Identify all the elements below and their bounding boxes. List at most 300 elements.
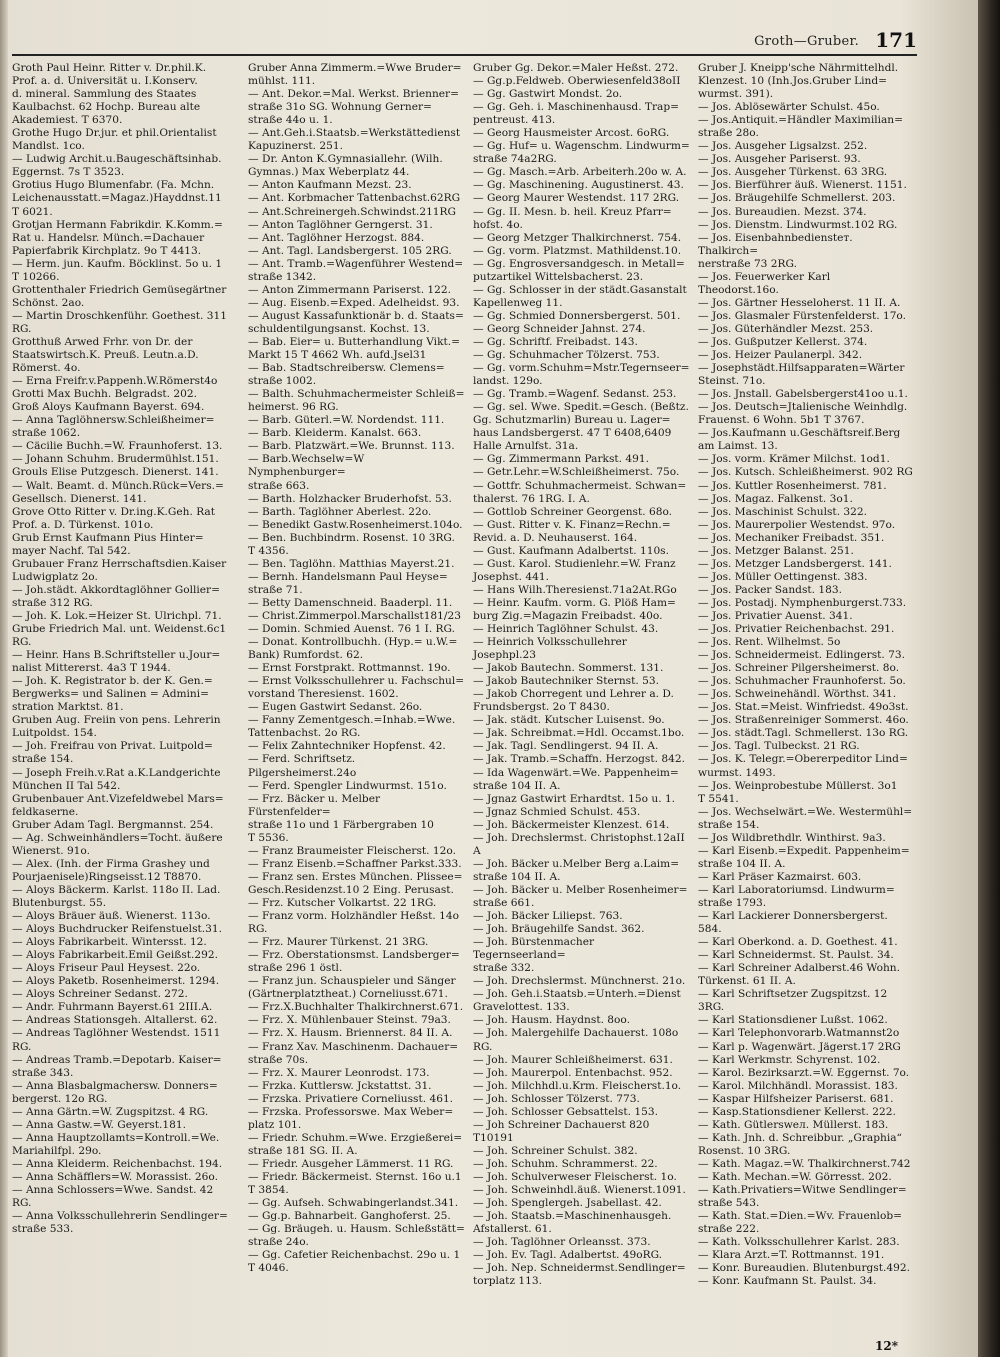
entry-line: Gruber Anna Zimmerm.=Wwe Bruder= bbox=[248, 62, 462, 74]
entry-line: — Jos.Kaufmann u.Geschäftsreif.Berg bbox=[698, 427, 901, 440]
entry-line: — Betty Damenschneid. Baaderpl. 11. bbox=[248, 596, 453, 609]
entry-line: — Josephstädt.Hilfsapparaten=Wärter bbox=[698, 362, 905, 375]
entry-line: mayer Nachf. Tal 542. bbox=[12, 544, 131, 557]
entry-line: — Jos. Heizer Paulanerpl. 342. bbox=[698, 349, 863, 362]
entry-line: — Franz jun. Schauspieler und Sänger bbox=[248, 975, 456, 988]
entry-line: — Georg Schneider Jahnst. 274. bbox=[473, 322, 646, 335]
entry-line: Mandlst. 1co. bbox=[12, 140, 85, 153]
entry-line: — Jos. Maurerpolier Westendst. 97o. bbox=[698, 518, 896, 531]
entry-line: — Ludwig Archit.u.Baugeschäftsinhab. bbox=[12, 153, 222, 166]
entry-line: — Getr.Lehr.=W.Schleißheimerst. 75o. bbox=[473, 466, 680, 479]
entry-line: — Jos. Ausgeher Türkenst. 63 3RG. bbox=[698, 166, 888, 179]
entry-line: — Barb. Platzwärt.=We. Brunnst. 113. bbox=[248, 440, 455, 453]
entry-line: — Jos. Privatier Reichenbachst. 291. bbox=[698, 623, 895, 636]
entry-line: Kapellenweg 11. bbox=[473, 296, 563, 309]
entry-line: — Karl Oberkond. a. D. Goethest. 41. bbox=[698, 936, 898, 949]
entry-line: — Jos. K. Telegr.=Obererpeditor Lind= bbox=[698, 753, 908, 766]
entry-line: RG. bbox=[12, 322, 32, 335]
entry-line: — Joh. Freifrau von Privat. Luitpold= bbox=[12, 740, 213, 753]
entry-line: platz 101. bbox=[248, 1118, 302, 1131]
entry-line: — Gg. Schriftf. Freibadst. 143. bbox=[473, 335, 638, 348]
entry-line: — Anton Taglöhner Gerngerst. 31. bbox=[248, 218, 433, 231]
entry-line: — Jak. städt. Kutscher Luisenst. 9o. bbox=[473, 714, 665, 727]
entry-line: — Gg. Engrosversandgesch. in Metall= bbox=[473, 257, 685, 270]
entry-line: RG. bbox=[12, 636, 32, 649]
entry-line: T 4356. bbox=[248, 544, 289, 557]
entry-line: — Joh. Schreiner Schulst. 382. bbox=[473, 1144, 638, 1157]
entry-line: — Jos. Ausgeher Pariserst. 93. bbox=[698, 153, 861, 166]
entry-line: — Barth. Taglöhner Aberlest. 22o. bbox=[248, 505, 432, 518]
entry-line: — Frz.X.Buchhalter Thalkirchnerst.671. bbox=[248, 1001, 464, 1014]
entry-line: — Jos. Eisenbahnbediensteт. Thalkirch= bbox=[698, 231, 853, 257]
entry-line: Gravelottest. 133. bbox=[473, 1001, 570, 1014]
entry-line: Römerst. 4o. bbox=[12, 362, 81, 375]
entry-line: — Jos. Kutsch. Schleißheimerst. 902 RG bbox=[698, 466, 913, 479]
entry-line: — Frz. X. Mühlenbauer Steinst. 79a3. bbox=[248, 1014, 451, 1027]
entry-line: straße 31o SG. Wohnung Gerner= bbox=[248, 101, 432, 114]
entry-line: straße 104 II. A. bbox=[473, 779, 561, 792]
running-head: Groth—Gruber. bbox=[754, 34, 859, 49]
entry-line: München II Tal 542. bbox=[12, 779, 121, 792]
entry-line: straße 71. bbox=[248, 583, 303, 596]
entry-line: — Jos. Weinprobestube Müllerst. 3o1 bbox=[698, 779, 898, 792]
entry-line: Grube Friedrich Mal. unt. Weidenst.6c1 bbox=[12, 623, 227, 636]
entry-line: — Aug. Eisenb.=Exped. Adelheidst. 93. bbox=[248, 296, 460, 309]
entry-line: — Joh. Schlosser Gebsattelst. 153. bbox=[473, 1105, 658, 1118]
entry-line: — Karl Schriftsetzer Zugspitzst. 12 3RG. bbox=[698, 988, 888, 1014]
entry-line: — Jos. Ablösewärter Schulst. 45o. bbox=[698, 101, 880, 114]
entry-line: — Gust. Karol. Studienlehr.=W. Franz bbox=[473, 557, 676, 570]
entry-line: — Ant. Taglöhner Herzogst. 884. bbox=[248, 231, 425, 244]
entry-line: — Frz. Kutscher Volkartst. 22 1RG. bbox=[248, 897, 437, 909]
entry-line: — Jos. Dienstm. Lindwurmst.102 RG. bbox=[698, 218, 898, 231]
entry-line: — Karl Telephonvorarb.Watmannst2o bbox=[698, 1027, 900, 1040]
entry-line: Markt 15 T 4662 Wh. aufd.Jsel31 bbox=[248, 349, 427, 362]
entry-line: — Joh. Schweinhdl.äuß. Wienerst.1091. bbox=[473, 1184, 686, 1197]
entry-line: — Barb. Kleiderm. Kanalst. 663. bbox=[248, 427, 422, 440]
entry-line: — Jak. Tagl. Sendlingerst. 94 II. A. bbox=[473, 740, 659, 753]
entry-line: — Frzska. Professorswe. Max Weber= bbox=[248, 1105, 454, 1118]
entry-line: — Joh. Bäckermeister Klenzest. 614. bbox=[473, 818, 670, 831]
entry-line: straße 296 1 östl. bbox=[248, 962, 343, 975]
entry-line: — Jos. Kuttler Rosenheimerst. 781. bbox=[698, 479, 887, 492]
entry-line: Papierfabrik Kirchplatz. 9o T 4413. bbox=[12, 244, 202, 257]
entry-line: — Kath. Gütlersweл. Müllerst. 183. bbox=[698, 1118, 889, 1131]
entry-line: — Jos. Gärtner Hesseloherst. 11 II. A. bbox=[698, 296, 901, 309]
entry-line: straße 154. bbox=[698, 818, 760, 831]
entry-line: Groth Paul Heinr. Ritter v. Dr.phil.K. bbox=[12, 62, 207, 74]
entry-line: straße 28o. bbox=[698, 127, 759, 140]
entry-line: — Christ.Zimmerpol.Marschallst181/23 bbox=[248, 609, 461, 622]
entry-line: — Aloys Bräuer äuß. Wienerst. 113o. bbox=[12, 910, 211, 923]
entry-line: T 5541. bbox=[698, 792, 739, 805]
entry-line: — Anna Kleiderm. Reichenbachst. 194. bbox=[12, 1157, 223, 1170]
entry-line: RG. bbox=[473, 1040, 493, 1053]
entry-line: — Anton Zimmermann Pariserst. 122. bbox=[248, 283, 452, 296]
entry-line: — Gg. Schuhmacher Tölzerst. 753. bbox=[473, 349, 660, 362]
entry-line: — Jos. Metzger Balanst. 251. bbox=[698, 544, 854, 557]
entry-line: Afstallerst. 61. bbox=[473, 1223, 552, 1236]
entry-line: pentreust. 413. bbox=[473, 114, 556, 127]
entry-line: — Karl Werkmstr. Schyrenst. 102. bbox=[698, 1053, 881, 1066]
entry-line: — Jakob Bautechniker Sternst. 53. bbox=[473, 675, 659, 688]
book-gutter bbox=[978, 0, 1000, 1357]
entry-line: — Jos. Schneidermeist. Edlingerst. 73. bbox=[698, 649, 906, 662]
signature-mark: 12* bbox=[875, 1339, 898, 1353]
entry-line: — Gg. Zimmermann Parkst. 491. bbox=[473, 453, 649, 466]
entry-line: — Jos. Maschinist Schulst. 322. bbox=[698, 505, 868, 518]
entry-line: straße 343. bbox=[12, 1066, 74, 1079]
entry-line: — Andreas Stationsgeh. Altallerst. 62. bbox=[12, 1014, 218, 1027]
entry-line: — Karol. Bezirksarzt.=W. Eggernst. 7o. bbox=[698, 1066, 910, 1079]
entry-line: — Gg. vorm. Platzmst. Mathildenst.10. bbox=[473, 244, 682, 257]
entry-line: bergerst. 12o RG. bbox=[12, 1092, 108, 1105]
entry-line: — Ant. Dekor.=Mal. Werkst. Brienner= bbox=[248, 88, 459, 101]
entry-line: Prof. a. D. Türkenst. 101o. bbox=[12, 518, 154, 531]
entry-line: Tattenbachst. 2o RG. bbox=[248, 727, 361, 740]
entry-line: — Frz. Bäcker u. Melber Fürstenfelder= bbox=[248, 792, 381, 818]
entry-line: — Karl Schreiner Adalberst.46 Wohn. bbox=[698, 962, 900, 975]
entry-line: — Jos. Rent. Wilhelmst. 5o bbox=[698, 636, 841, 649]
entry-line: wurmst. 391). bbox=[698, 88, 774, 101]
entry-line: — Anna Schäfflers=W. Morassist. 26o. bbox=[12, 1170, 218, 1183]
entry-line: — Gottlob Schreiner Georgenst. 68o. bbox=[473, 505, 673, 518]
entry-line: — Karl p. Wagenwärt. Jägerst.17 2RG bbox=[698, 1040, 901, 1053]
entry-line: — Eugen Gastwirt Sedanst. 26o. bbox=[248, 701, 423, 714]
entry-line: Schönst. 2ao. bbox=[12, 296, 85, 309]
entry-line: straße 1342. bbox=[248, 270, 317, 283]
entry-line: — Bernh. Handelsmann Paul Heyse= bbox=[248, 570, 448, 583]
entry-line: — Johann Schuhm. Brudermühlst.151. bbox=[12, 453, 219, 466]
entry-line: torplatz 113. bbox=[473, 1275, 542, 1288]
entry-line: Gruber J. Kneipp'sche Nährmittelhdl. bbox=[698, 62, 899, 74]
entry-line: — Franz vorm. Holzhändler Heßst. 14o bbox=[248, 910, 459, 923]
entry-line: — Jos. Gußputzer Kellerst. 374. bbox=[698, 335, 868, 348]
entry-line: — Jos. Straßenreiniger Sommerst. 46o. bbox=[698, 714, 909, 727]
entry-line: landst. 129o. bbox=[473, 375, 543, 388]
entry-line: Gesch.Residenzst.10 2 Eing. Perusast. bbox=[248, 883, 454, 896]
column-2 bbox=[248, 62, 465, 1275]
entry-line: T 4046. bbox=[248, 1262, 289, 1275]
entry-line: — Gg. Gastwirt Mondst. 2o. bbox=[473, 88, 623, 101]
entry-line: — Jos. Bierführer äuß. Wienerst. 1151. bbox=[698, 179, 907, 192]
entry-line: Eggernst. 7s T 3523. bbox=[12, 166, 125, 179]
entry-line: T 3854. bbox=[248, 1184, 289, 1197]
entry-line: — Frz. Oberstationsmst. Landsberger= bbox=[248, 949, 460, 962]
entry-line: — Aloys Schreiner Sedanst. 272. bbox=[12, 988, 188, 1001]
entry-line: Wienerst. 91o. bbox=[12, 844, 90, 857]
entry-line: Grove Otto Ritter v. Dr.ing.K.Geh. Rat bbox=[12, 505, 215, 518]
entry-line: — Ant. Tramb.=Wagenführer Westend= bbox=[248, 257, 464, 270]
entry-line: — Anton Kaufmann Mezst. 23. bbox=[248, 179, 412, 192]
entry-line: stration Marktst. 81. bbox=[12, 701, 124, 714]
entry-line: — Joh. Milchhdl.u.Krm. Fleischerst.1o. bbox=[473, 1079, 682, 1092]
entry-line: — Joh. Bäcker u.Melber Berg a.Laim= bbox=[473, 857, 680, 870]
entry-line: — Jos. städt.Tagl. Schmellerst. 13o RG. bbox=[698, 727, 909, 740]
entry-line: Grub Ernst Kaufmann Pius Hinter= bbox=[12, 531, 204, 544]
entry-line: — Ernst Forstprakt. Rottmannst. 19o. bbox=[248, 662, 451, 675]
entry-line: — Joh Schreiner Dachauerst 820 T10191 bbox=[473, 1118, 650, 1144]
entry-line: — Gg.p. Bahnarbeit. Ganghoferst. 25. bbox=[248, 1210, 451, 1223]
entry-line: Josephst. 441. bbox=[473, 570, 549, 583]
entry-line: — Jak. Schreibmat.=Hdl. Occamst.1bo. bbox=[473, 727, 685, 740]
entry-line: — Ag. Schweinhändlers=Tocht. äußere bbox=[12, 831, 223, 844]
entry-line: — Ferd. Spengler Lindwurmst. 151o. bbox=[248, 779, 447, 792]
entry-line: — Gg. Schmied Donnersbergerst. 501. bbox=[473, 309, 681, 322]
entry-line: — Heinr. Kaufm. vorm. G. Plöß Ham= bbox=[473, 596, 676, 609]
entry-line: — Ant.Schreinergeh.Schwindst.211RG bbox=[248, 205, 456, 218]
entry-line: — Andreas Taglöhner Westendst. 1511 bbox=[12, 1027, 221, 1040]
entry-line: — Joh. Bräugehilfe Sandst. 362. bbox=[473, 923, 645, 936]
entry-line: heimerst. 96 RG. bbox=[248, 401, 339, 414]
entry-line: — Gottfr. Schuhmachermeist. Schwan= bbox=[473, 479, 687, 492]
entry-line: — Georg Metzger Thalkirchnerst. 754. bbox=[473, 231, 682, 244]
entry-line: — Jos. Güterhändler Mezst. 253. bbox=[698, 322, 874, 335]
entry-line: — Jos. Stat.=Meist. Winfriedst. 49o3st. bbox=[698, 701, 909, 714]
entry-line: — Andreas Tramb.=Depotarb. Kaiser= bbox=[12, 1053, 222, 1066]
entry-line: — Heinrich Volksschullehrer Josephpl.23 bbox=[473, 636, 627, 662]
entry-line: straße 1793. bbox=[698, 897, 767, 909]
entry-line: — Alex. (Inh. der Firma Grashey und bbox=[12, 857, 210, 870]
entry-line: — Gg. Bräugeh. u. Hausm. Schleßstätt= bbox=[248, 1223, 465, 1236]
entry-line: — Karl Schneidermst. St. Paulst. 34. bbox=[698, 949, 894, 962]
entry-line: Grotthuß Arwed Frhr. von Dr. der bbox=[12, 335, 193, 348]
entry-line: — Jos. Deutsch=Jtalienische Weinhdlg. bbox=[698, 401, 908, 414]
entry-line: Türkenst. 61 II. A. bbox=[698, 975, 796, 988]
entry-line: — Jos. Tagl. Tulbeckst. 21 RG. bbox=[698, 740, 860, 753]
entry-line: — Anna Volksschullehrerin Sendlinger= bbox=[12, 1210, 228, 1223]
entry-line: — Joh. Schlosser Tölzerst. 773. bbox=[473, 1092, 640, 1105]
entry-line: — Ida Wagenwärt.=We. Pappenheim= bbox=[473, 766, 679, 779]
entry-line: — Karl Lackierer Donnersbergerst. 584. bbox=[698, 910, 888, 936]
entry-line: — Joh. Spenglergeh. Jsabellast. 42. bbox=[473, 1197, 662, 1210]
entry-line: — Joh. Drechslermst. Münchnerst. 21o. bbox=[473, 975, 686, 988]
entry-line: — Gg. Maschinening. Augustinerst. 43. bbox=[473, 179, 684, 192]
entry-line: — Franz Xav. Maschinenm. Dachauer= bbox=[248, 1040, 459, 1053]
entry-line: — Jos. Schuhmacher Fraunhoferst. 5o. bbox=[698, 675, 906, 688]
entry-line: — Hans Wilh.Theresienst.71a2At.RGo bbox=[473, 583, 677, 596]
entry-line: — Friedr. Schuhm.=Wwe. Erzgießerei= bbox=[248, 1131, 463, 1144]
entry-line: — Jgnaz Schmied Schulst. 453. bbox=[473, 805, 641, 818]
entry-line: — Jos. Bureaudien. Mezst. 374. bbox=[698, 205, 867, 218]
entry-line: nalist Mittererst. 4a3 T 1944. bbox=[12, 662, 171, 675]
entry-line: Grouls Elise Putzgesch. Dienerst. 141. bbox=[12, 466, 219, 479]
entry-line: — Jos. Metzger Landsbergerst. 141. bbox=[698, 557, 892, 570]
entry-line: — Klara Arzt.=T. Rottmannst. 191. bbox=[698, 1249, 885, 1262]
entry-line: — Kath. Mechan.=W. Görresst. 202. bbox=[698, 1170, 892, 1183]
entry-line: — Frz. Maurer Türkenst. 21 3RG. bbox=[248, 936, 429, 949]
entry-line: — Aloys Buchdrucker Reifenstuelst.31. bbox=[12, 923, 222, 936]
entry-line: — Jos. Mechaniker Freibadst. 351. bbox=[698, 531, 885, 544]
entry-line: burg Zig.=Magazin Freibadst. 40o. bbox=[473, 609, 663, 622]
entry-line: — Ant.Geh.i.Staatsb.=Werkstättedienst bbox=[248, 127, 461, 140]
entry-line: thalerst. 76 1RG. I. A. bbox=[473, 492, 590, 505]
entry-line: — Joh. Nep. Schneidermst.Sendlinger= bbox=[473, 1262, 686, 1275]
entry-line: straße 533. bbox=[12, 1223, 74, 1236]
entry-line: — Jos. Müller Oettingenst. 383. bbox=[698, 570, 868, 583]
entry-line: — August Kassafunktionär b. d. Staats= bbox=[248, 309, 464, 322]
entry-line: — Joh. Hausm. Haydnst. 8oo. bbox=[473, 1014, 630, 1027]
entry-line: Grotius Hugo Blumenfabr. (Fa. Mchn. bbox=[12, 179, 215, 192]
entry-line: — Kath. Stat.=Dien.=Wv. Frauenlob= bbox=[698, 1210, 902, 1223]
entry-line: — Karl Stationsdiener Lußst. 1062. bbox=[698, 1014, 888, 1027]
entry-line: Steinst. 71o. bbox=[698, 375, 766, 388]
entry-line: — Gg. Cafetier Reichenbachst. 29o u. 1 bbox=[248, 1249, 461, 1262]
entry-line: — Georg Hausmeister Arcost. 6oRG. bbox=[473, 127, 670, 140]
entry-line: — Gust. Ritter v. K. Finanz=Rechn.= bbox=[473, 518, 671, 531]
entry-line: — Joh. Geh.i.Staatsb.=Unterh.=Dienst bbox=[473, 988, 681, 1001]
entry-line: Prof. a. d. Universität u. I.Konserv. bbox=[12, 75, 198, 88]
entry-line: — Anna Schlossers=Wwe. Sandst. 42 bbox=[12, 1184, 214, 1197]
entry-line: straße 663. bbox=[248, 479, 310, 492]
entry-line: straße 104 II. A. bbox=[473, 870, 561, 883]
entry-line: — Joh. Bürstenmacher Tegernseerland= bbox=[473, 936, 595, 962]
entry-line: — Balth. Schuhmachermeister Schleiß= bbox=[248, 388, 465, 401]
entry-line: — Jos. Glasmaler Fürstenfelderst. 17o. bbox=[698, 309, 906, 322]
entry-line: — Aloys Fabrikarbeit.Emil Geißst.292. bbox=[12, 949, 218, 962]
entry-line: Mariahilfpl. 29o. bbox=[12, 1144, 102, 1157]
entry-line: — Gg. Schlosser in der städt.Gasanstalt bbox=[473, 283, 687, 296]
entry-line: — Jos. Schreiner Pilgersheimerst. 8o. bbox=[698, 662, 900, 675]
entry-line: Kaulbachst. 62 Hochp. Bureau alte bbox=[12, 101, 201, 114]
entry-line: Groß Aloys Kaufmann Bayerst. 694. bbox=[12, 401, 205, 414]
entry-line: haus Landsbergerst. 47 T 6408,6409 bbox=[473, 427, 672, 440]
entry-line: — Kaspar Hilfsheizer Pariserst. 681. bbox=[698, 1092, 894, 1105]
entry-line: — Dr. Anton K.Gymnasiallehr. (Wilh. bbox=[248, 153, 443, 166]
entry-line: — Walt. Beamt. d. Münch.Rück=Vers.= bbox=[12, 479, 224, 492]
entry-line: — Ferd. Schriftsetz. Pilgersheimerst.24o bbox=[248, 753, 357, 779]
entry-line: Grottenthaler Friedrich Gemüsegärtner bbox=[12, 283, 227, 296]
entry-line: Kapuzinerst. 251. bbox=[248, 140, 343, 153]
entry-line: RG. bbox=[248, 923, 268, 936]
entry-line: — Frzka. Kuttlersw. Jckstattst. 31. bbox=[248, 1079, 432, 1092]
entry-line: Grothe Hugo Dr.jur. et phil.Orientalist bbox=[12, 127, 217, 140]
entry-line: Akademiest. T 6370. bbox=[12, 114, 123, 127]
entry-line: Staatswirtsch.K. Preuß. Leutn.a.D. bbox=[12, 349, 199, 362]
page-number: 171 bbox=[875, 28, 917, 52]
entry-line: — Jgnaz Gastwirt Erhardtst. 15o u. 1. bbox=[473, 792, 676, 805]
entry-line: — Jos Wildbrethdlr. Winthirst. 9a3. bbox=[698, 831, 886, 844]
entry-line: — Jos. Magaz. Falkenst. 3o1. bbox=[698, 492, 853, 505]
column-3 bbox=[473, 62, 690, 1288]
entry-line: straße 154. bbox=[12, 753, 74, 766]
entry-line: — Anna Gastw.=W. Geyerst.181. bbox=[12, 1118, 186, 1131]
entry-line: — Andr. Fuhrmann Bayerst.61 2III.A. bbox=[12, 1001, 213, 1014]
entry-line: — Joh. K. Lok.=Heizer St. Ulrichpl. 71. bbox=[12, 609, 222, 622]
entry-line: — Fanny Zementgesch.=Inhab.=Wwe. bbox=[248, 714, 456, 727]
entry-line: nerstraße 73 2RG. bbox=[698, 257, 797, 270]
entry-line: Revid. a. D. Neuhauserst. 164. bbox=[473, 531, 638, 544]
entry-line: — Anna Gärtn.=W. Zugspitzst. 4 RG. bbox=[12, 1105, 209, 1118]
entry-line: — Kasp.Stationsdiener Kellerst. 222. bbox=[698, 1105, 896, 1118]
entry-line: — Joh. Taglöhner Orleansst. 373. bbox=[473, 1236, 651, 1249]
entry-line: — Frzska. Privatiere Corneliusst. 461. bbox=[248, 1092, 454, 1105]
entry-line: — Ben. Buchbindrm. Rosenst. 10 3RG. bbox=[248, 531, 455, 544]
entry-line: — Gg. II. Mesn. b. heil. Kreuz Pfarr= bbox=[473, 205, 672, 218]
entry-line: Grubenbauer Ant.Vizefeldwebel Mars= bbox=[12, 792, 224, 805]
entry-line: — Kath.Privatiers=Witwe Sendlinger= bbox=[698, 1184, 907, 1197]
entry-line: — Martin Droschkenführ. Goethest. 311 bbox=[12, 309, 227, 322]
entry-line: — Gg. Tramb.=Wagenf. Sedanst. 253. bbox=[473, 388, 677, 401]
entry-line: — Joh. Malergehilfe Dachauerst. 108o bbox=[473, 1027, 679, 1040]
entry-line: — Gg.p.Feldweb. Oberwiesenfeld38oII bbox=[473, 75, 681, 88]
entry-line: straße 1062. bbox=[12, 427, 81, 440]
entry-line: RG. bbox=[12, 1197, 32, 1210]
entry-line: straße 70s. bbox=[248, 1053, 309, 1066]
entry-line: — Jos. Jnstall. Gabelsbergerst41oo u.1. bbox=[698, 388, 908, 401]
entry-line: Klenzest. 10 (Inh.Jos.Gruber Lind= bbox=[698, 75, 888, 88]
entry-line: RG. bbox=[12, 1040, 32, 1053]
entry-line: — Karl Laboratoriumsd. Lindwurm= bbox=[698, 883, 895, 896]
entry-line: — Franz Eisenb.=Schaffner Parkst.333. bbox=[248, 857, 462, 870]
entry-line: straße 543. bbox=[698, 1197, 760, 1210]
entry-line: — Erna Freifr.v.Pappenh.W.Römerst4o bbox=[12, 375, 218, 388]
page-header bbox=[12, 28, 917, 56]
entry-line: T 5536. bbox=[248, 831, 289, 844]
entry-line: — Joseph Freih.v.Rat a.K.Landgerichte bbox=[12, 766, 221, 779]
entry-line: — Karl Präser Kazmairst. 603. bbox=[698, 870, 862, 883]
entry-line: Bank) Rumfordst. 62. bbox=[248, 649, 364, 662]
entry-line: schuldentilgungsanst. Kochst. 13. bbox=[248, 322, 430, 335]
entry-line: Gruber Gg. Dekor.=Maler Heßst. 272. bbox=[473, 62, 679, 74]
entry-line: — Konr. Kaufmann St. Paulst. 34. bbox=[698, 1275, 877, 1288]
entry-line: straße 24o. bbox=[248, 1236, 309, 1249]
entry-line: — Jos. Schweinehändl. Wörthst. 341. bbox=[698, 688, 897, 701]
entry-line: — Karol. Milchhändl. Morassist. 183. bbox=[698, 1079, 898, 1092]
entry-line: — Franz sen. Erstes München. Plissee= bbox=[248, 870, 463, 883]
entry-line: vorstand Theresienst. 1602. bbox=[248, 688, 399, 701]
entry-line: — Karl Eisenb.=Expedit. Pappenheim= bbox=[698, 844, 910, 857]
entry-line: Gruber Adam Tagl. Bergmannst. 254. bbox=[12, 818, 214, 831]
entry-line: straße 1002. bbox=[248, 375, 317, 388]
entry-line: — Joh. Bäcker u. Melber Rosenheimer= bbox=[473, 883, 688, 896]
entry-line: Gesellsch. Dienerst. 141. bbox=[12, 492, 147, 505]
entry-line: — Ernst Volksschullehrer u. Fachschul= bbox=[248, 675, 465, 688]
entry-line: (Gärtnerplatztheat.) Corneliusst.671. bbox=[248, 988, 448, 1001]
entry-line: — Anna Taglöhnersw.Schleißheimer= bbox=[12, 414, 215, 427]
entry-line: — Jos. vorm. Krämer Milchst. 1od1. bbox=[698, 453, 890, 466]
entry-line: — Ben. Taglöhn. Matthias Mayerst.21. bbox=[248, 557, 455, 570]
entry-line: Gruben Aug. Freiin von pens. Lehrerin bbox=[12, 714, 221, 727]
entry-line: — Gg. vorm.Schuhm=Mstr.Tegernseer= bbox=[473, 362, 690, 375]
entry-line: — Herm. jun. Kaufm. Böcklinst. 5o u. 1 bbox=[12, 257, 223, 270]
entry-line: — Jak. Tramb.=Schaffn. Herzogst. 842. bbox=[473, 753, 685, 766]
entry-line: — Felix Zahntechniker Hopfenst. 42. bbox=[248, 740, 446, 753]
entry-line: putzartikel Wittelsbacherst. 23. bbox=[473, 270, 644, 283]
entry-line: — Kath. Jnh. d. Schreibbur. „Graphia“ bbox=[698, 1131, 902, 1144]
entry-line: — Jos. Privatier Auenst. 341. bbox=[698, 609, 853, 622]
entry-line: Grotti Max Buchh. Belgradst. 202. bbox=[12, 388, 198, 401]
entry-line: — Jos. Bräugehilfe Schmellerst. 203. bbox=[698, 192, 896, 205]
entry-line: — Barb.Wechselw=W Nymphenburger= bbox=[248, 453, 365, 479]
entry-line: — Jos.Antiquit.=Händler Maximilian= bbox=[698, 114, 904, 127]
entry-line: — Joh. Schulverweser Fleischerst. 1o. bbox=[473, 1170, 677, 1183]
entry-line: Blutenburgst. 55. bbox=[12, 897, 107, 909]
entry-line: Luitpoldst. 154. bbox=[12, 727, 97, 740]
entry-line: — Franz Braumeister Fleischerst. 12o. bbox=[248, 844, 456, 857]
entry-line: — Joh.städt. Akkordtaglöhner Gollier= bbox=[12, 583, 220, 596]
entry-line: — Joh. Maurerpol. Entenbachst. 952. bbox=[473, 1066, 673, 1079]
entry-line: — Joh. Schuhm. Schrammerst. 22. bbox=[473, 1157, 658, 1170]
column-4 bbox=[698, 62, 913, 1288]
entry-line: — Gust. Kaufmann Adalbertst. 110s. bbox=[473, 544, 669, 557]
entry-line: Pourjaenisele)Ringseisst.12 T8870. bbox=[12, 870, 202, 883]
entry-line: — Friedr. Bäckermeist. Sternst. 16o u.1 bbox=[248, 1170, 462, 1183]
entry-line: — Jos. Wechselwärt.=We. Westermühl= bbox=[698, 805, 913, 818]
entry-line: mühlst. 111. bbox=[248, 75, 316, 88]
entry-line: — Aloys Fabrikarbeit. Wintersst. 12. bbox=[12, 936, 207, 949]
entry-line: — Heinrich Taglöhner Schulst. 43. bbox=[473, 623, 659, 636]
